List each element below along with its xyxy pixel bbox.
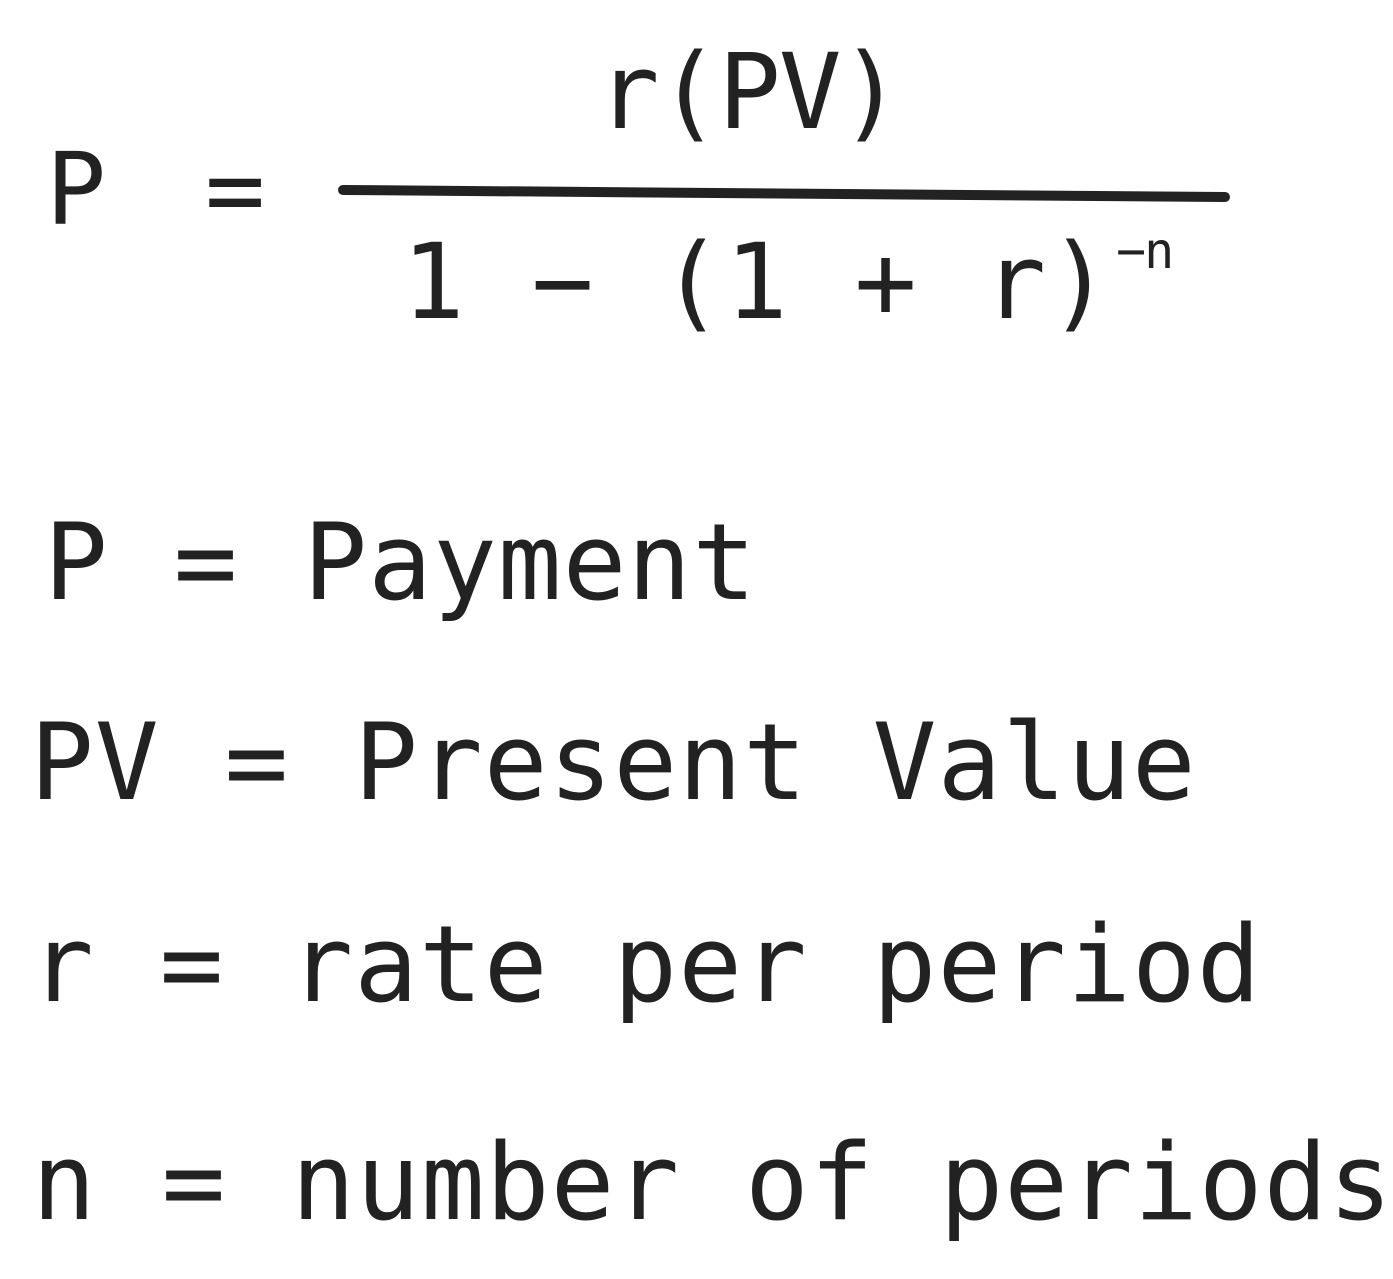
formula-exponent: −n [1116, 222, 1173, 280]
legend-row-present-value [30, 701, 1197, 824]
legend-equals: = [161, 1121, 227, 1244]
legend-equals: = [224, 701, 290, 824]
legend-symbol: PV [30, 701, 160, 824]
legend-row-rate [30, 903, 1262, 1026]
formula-lhs: P [46, 131, 107, 248]
legend-meaning: rate per period [289, 903, 1262, 1026]
formula-equals-sign: = [205, 131, 266, 248]
formula-numerator: r(PV) [597, 31, 901, 153]
formula-denominator: 1 − (1 + r) [402, 221, 1113, 343]
legend-equals: = [173, 501, 239, 624]
legend-meaning: number of periods [291, 1121, 1393, 1244]
legend-symbol: r [30, 903, 95, 1026]
legend-meaning: Present Value [354, 701, 1197, 824]
legend-meaning: Payment [303, 501, 758, 624]
legend-symbol: n [32, 1121, 97, 1244]
legend-equals: = [159, 903, 225, 1026]
legend-row-payment [44, 501, 758, 624]
legend-row-periods [32, 1121, 1393, 1244]
legend-symbol: P [44, 501, 109, 624]
